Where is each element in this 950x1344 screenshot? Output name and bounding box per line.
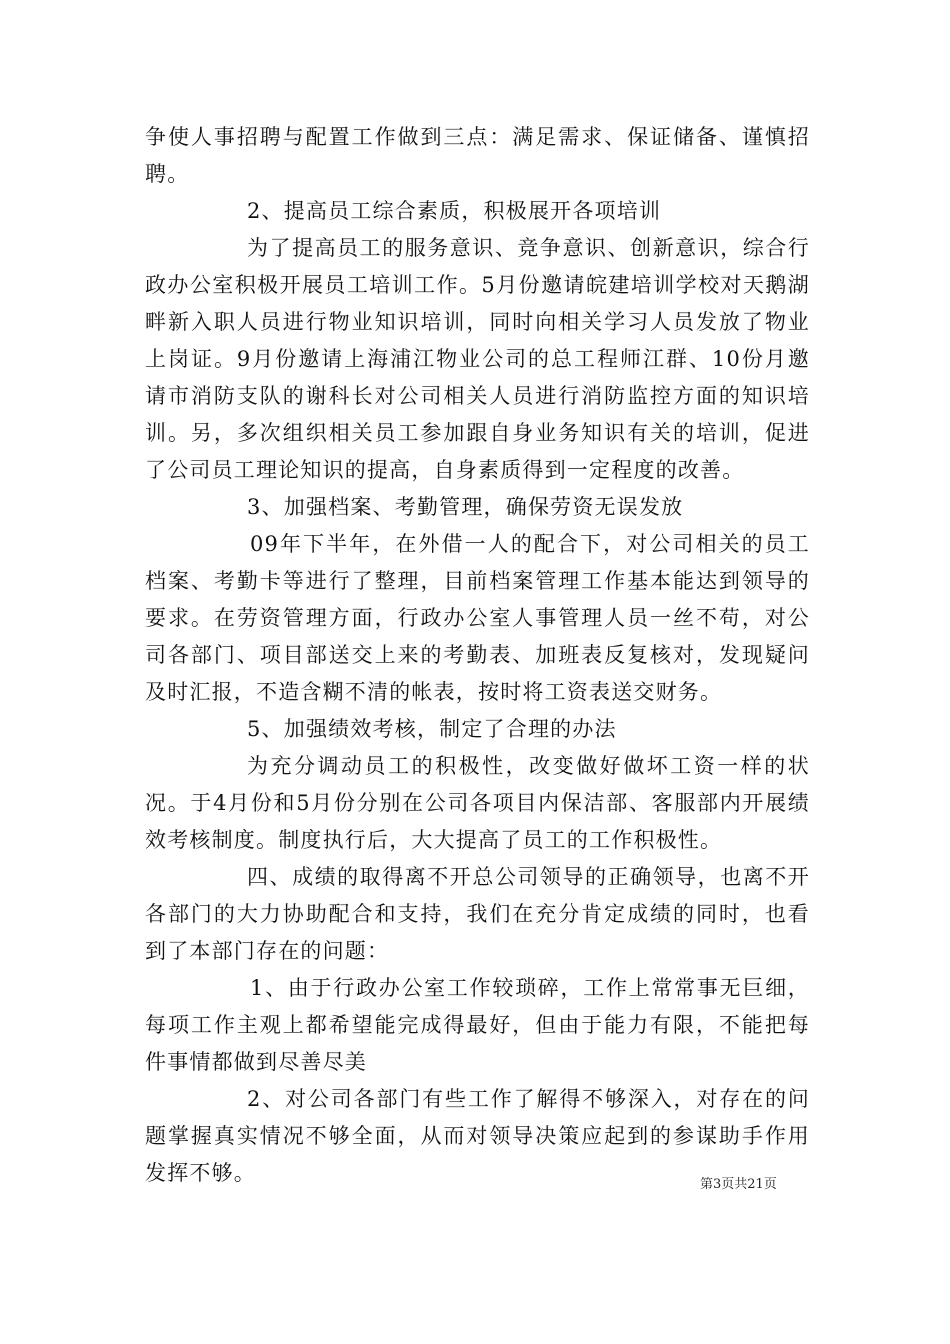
heading-archives-attendance: 3、加强档案、考勤管理，确保劳资无误发放 — [247, 495, 684, 519]
paragraph-performance: 为充分调动员工的积极性，改变做好做坏工资一样的状况。于4月份和5月份分别在公司各项目内保洁部、客服部内开展绩效考核制度。制度执行后，大大提高了员工的工作积极性。 — [145, 754, 810, 852]
page-number-footer: 第3页共21页 — [700, 1177, 777, 1192]
document-body — [145, 119, 810, 1192]
paragraph-training: 为了提高员工的服务意识、竞争意识、创新意识，综合行政办公室积极开展员工培训工作。5月份邀请皖建培训学校对天鹅湖畔新入职人员进行物业知识培训，同时向相关学习人员发放了物业上岗证。9月份邀请上海浦江物业公司的总工程师江群、10份月邀请市消防支队的谢科长对公司相关人员进行消防监控方面的知识培训。另，多次组织相关员工参加跟自身业务知识有关的培训，促进了公司员工理论知识的提高，自身素质得到一定程度的改善。 — [145, 236, 810, 482]
paragraph-recruitment-conclusion: 争使人事招聘与配置工作做到三点：满足需求、保证储备、谨慎招聘。 — [145, 125, 810, 186]
paragraph-problem-2: 2、对公司各部门有些工作了解得不够深入，对存在的问题掌握真实情况不够全面，从而对领导决策应起到的参谋助手作用发挥不够。 — [145, 1087, 810, 1185]
paragraph-achievements-problems: 四、成绩的取得离不开总公司领导的正确领导，也离不开各部门的大力协助配合和支持，我们在充分肯定成绩的同时，也看到了本部门存在的问题： — [145, 865, 810, 963]
heading-training: 2、提高员工综合素质，积极展开各项培训 — [247, 199, 662, 223]
paragraph-problem-1: 1、由于行政办公室工作较琐碎，工作上常常事无巨细，每项工作主观上都希望能完成得最好，但由于能力有限，不能把每件事情都做到尽善尽美 — [145, 976, 810, 1074]
paragraph-archives-attendance: 09年下半年，在外借一人的配合下，对公司相关的员工档案、考勤卡等进行了整理，目前档案管理工作基本能达到领导的要求。在劳资管理方面，行政办公室人事管理人员一丝不苟，对公司各部门、项目部送交上来的考勤表、加班表反复核对，发现疑问及时汇报，不造含糊不清的帐表，按时将工资表送交财务。 — [145, 532, 810, 704]
heading-performance: 5、加强绩效考核，制定了合理的办法 — [247, 717, 617, 741]
